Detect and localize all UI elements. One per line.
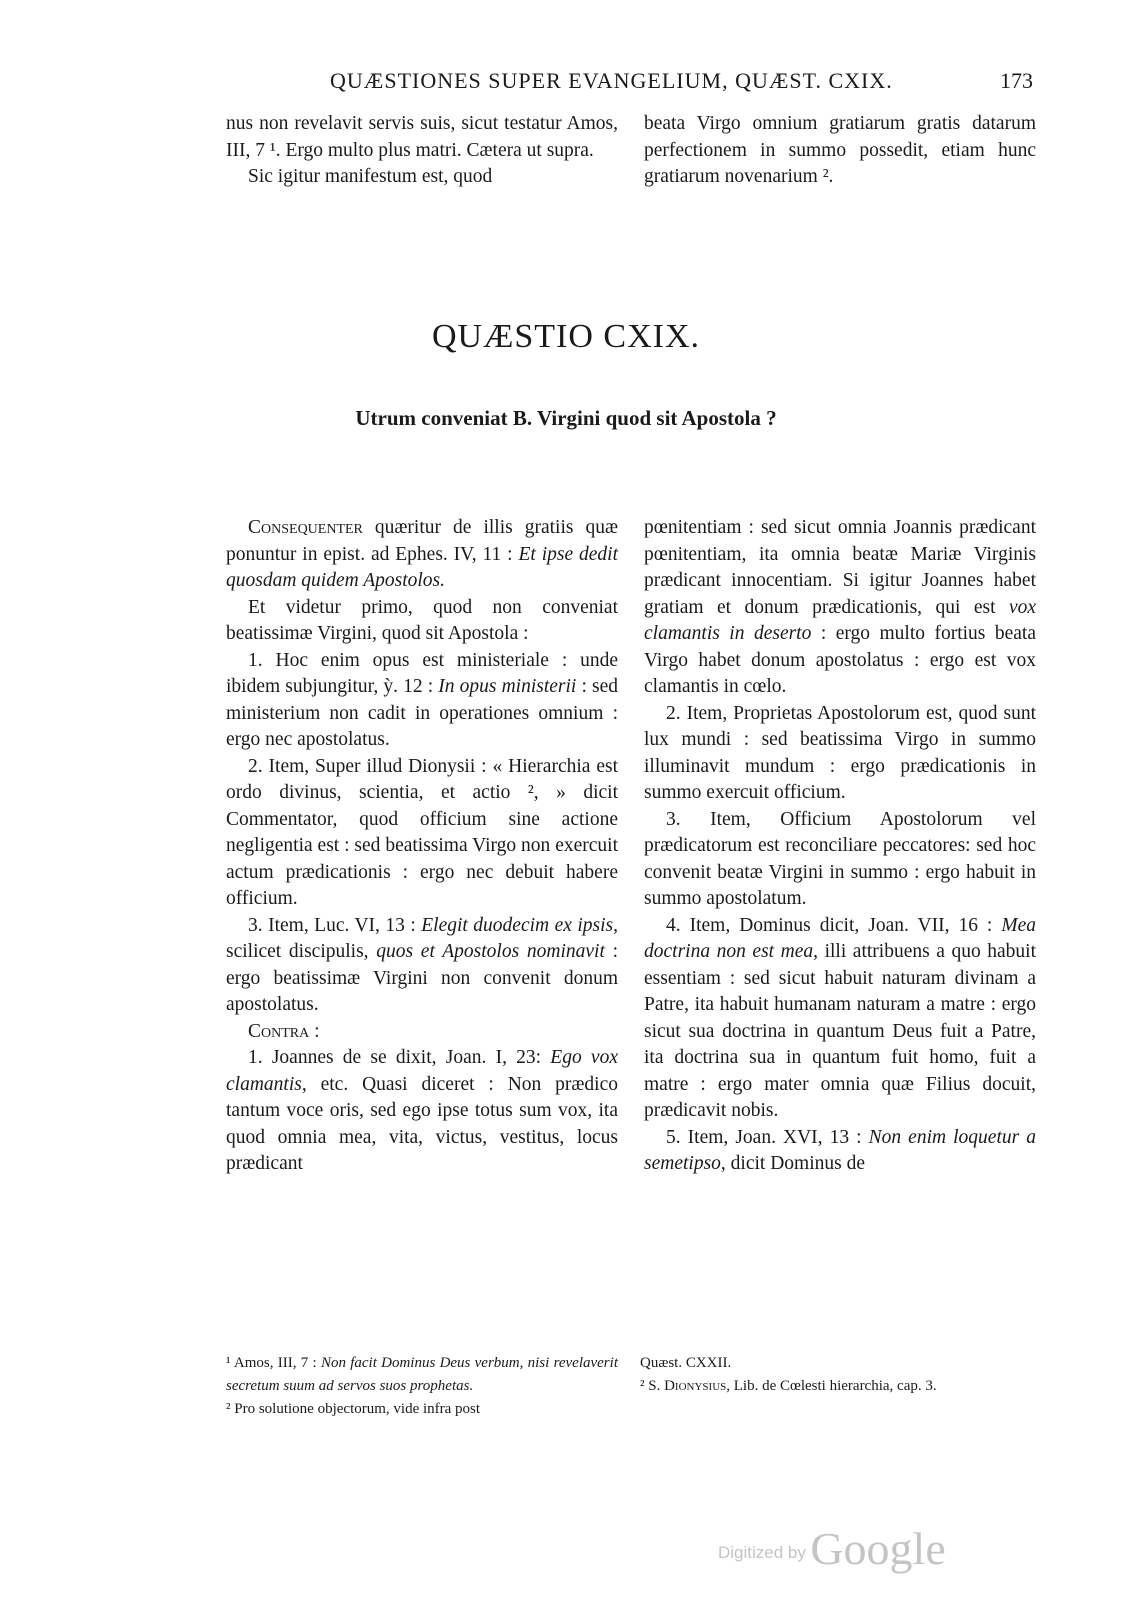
paragraph (644, 1125, 1036, 1178)
page-number: 173 (1000, 68, 1033, 93)
citation: In opus ministerii (438, 676, 577, 697)
citation: quos et Apostolos nominavit (376, 941, 605, 962)
paragraph: beata Virgo omnium gratiarum gratis datarum perfectionem in summo possedit, etiam hunc gratiarum novenarium ². (644, 113, 1036, 187)
google-logo: Google (810, 1523, 946, 1574)
contra-heading: Contra : (248, 1020, 320, 1042)
citation: Et ipse dedit quosdam quidem Apostolos. (226, 543, 618, 591)
paragraph: Sic igitur manifestum est, quod (248, 166, 493, 187)
watermark-text: Digitized by (718, 1543, 806, 1562)
question-subtitle: Utrum conveniat B. Virgini quod sit Apostola ? (355, 406, 777, 430)
text-run: 4. Item, Dominus dicit, Joan. VII, 16 : (666, 914, 1002, 936)
text-run: ¹ Amos, III, 7 : (226, 1355, 321, 1371)
paragraph (226, 515, 618, 595)
digitized-watermark (718, 1522, 946, 1575)
text-run: : ergo multo fortius beata Virgo habet donum apostolatus : ergo est vox clamantis in cœlo. (644, 623, 1036, 697)
question-title: QUÆSTIO CXIX. (432, 318, 700, 355)
paragraph (644, 515, 1036, 701)
paragraph: 2. Item, Super illud Dionysii : « Hierarchia est ordo divinus, scientia, et actio ², » dicit Commentator, quod officium sine actione negligentia est : sed beatissima Virgo non exercuit actum prædicationis : ergo nec debuit habere officium. (226, 755, 618, 909)
text-run: 3. Item, Luc. VI, 13 : (248, 914, 422, 936)
footnote-continuation: Quæst. CXXII. (640, 1355, 732, 1371)
paragraph (644, 913, 1036, 1125)
text-run: , illi attribuens a quo habuit essentiam : sed sicut habuit naturam divinam a Patre, ita habuit humanam naturam a matre : ergo sicut sua doctrina in quantum Deus fuit a Patre, ita doctrina sua in quantum fuit homo, fuit a matre : ergo mater omnia quæ Filius docuit, prædicavit nobis. (644, 941, 1036, 1121)
text-run: , scilicet discipulis, (226, 914, 618, 962)
text-run: , etc. Quasi diceret : Non prædico tantum voce oris, sed ego ipse totus sum vox, ita quod omnia mea, vita, victus, vestitus, locus prædicant (226, 1073, 618, 1174)
body-left-column (226, 515, 618, 1178)
paragraph: nus non revelavit servis suis, sicut testatur Amos, III, 7 ¹. Ergo multo plus matri. Cætera ut supra. (226, 113, 618, 161)
body-right-column (644, 515, 1036, 1178)
footnotes-right (640, 1352, 1036, 1398)
footnote (640, 1375, 1036, 1398)
top-right-column (644, 111, 1036, 191)
text-run: : sed ministerium non cadit in operationes omnium : ergo nec apostolatus. (226, 676, 618, 750)
citation: Ego vox clamantis (226, 1047, 618, 1095)
citation: Elegit duodecim ex ipsis (421, 914, 614, 936)
paragraph (226, 648, 618, 754)
running-head: QUÆSTIONES SUPER EVANGELIUM, QUÆST. CXIX. (330, 68, 893, 93)
text-run: , Lib. de Cœlesti hierarchia, cap. 3. (726, 1378, 937, 1394)
citation: vox clamantis in deserto (644, 596, 1036, 644)
text-run: 1. Joannes de se dixit, Joan. I, 23: (248, 1047, 551, 1068)
citation: Non facit Dominus Deus verbum, nisi revelaverit secretum suum ad servos suos prophetas. (226, 1355, 618, 1394)
footnote (226, 1352, 618, 1398)
citation: Mea doctrina non est mea (644, 914, 1036, 962)
citation: Non enim loquetur a semetipso (644, 1126, 1036, 1174)
author-name: Dionysius (664, 1378, 727, 1394)
text-run: 5. Item, Joan. XVI, 13 : (666, 1126, 869, 1148)
footnote: ² Pro solutione objectorum, vide infra post (226, 1401, 481, 1417)
lead-word: Consequenter (248, 517, 363, 538)
text-run: ² S. (640, 1378, 665, 1394)
text-run: 1. Hoc enim opus est ministeriale : unde ibidem subjungitur, ỳ. 12 : (226, 649, 618, 697)
paragraph: 3. Item, Officium Apostolorum vel prædicatorum est reconciliare peccatores: sed hoc convenit beatæ Virgini in summo : ergo habuit in summo apostolatum. (644, 808, 1036, 909)
text-run: pœnitentiam : sed sicut omnia Joannis prædicant pœnitentiam, ita omnia beatæ Mariæ Virginis prædicant innocentiam. Si igitur Joannes habet gratiam et donum prædicationis, qui est (644, 517, 1036, 618)
paragraph: 2. Item, Proprietas Apostolorum est, quod sunt lux mundi : sed beatissima Virgo in summo illuminavit mundum : ergo prædicationis in summo exercuit officium. (644, 702, 1036, 803)
paragraph (226, 1045, 618, 1178)
footnotes-left (226, 1352, 618, 1421)
text-run: , dicit Dominus de (720, 1153, 865, 1174)
text-run: : ergo beatissimæ Virgini non convenit donum apostolatus. (226, 941, 618, 1015)
text-run: quæritur de illis gratiis quæ ponuntur in epist. ad Ephes. IV, 11 : (226, 517, 618, 565)
top-left-column (226, 111, 618, 191)
paragraph (226, 913, 618, 1019)
paragraph: Et videtur primo, quod non conveniat beatissimæ Virgini, quod sit Apostola : (226, 596, 618, 644)
